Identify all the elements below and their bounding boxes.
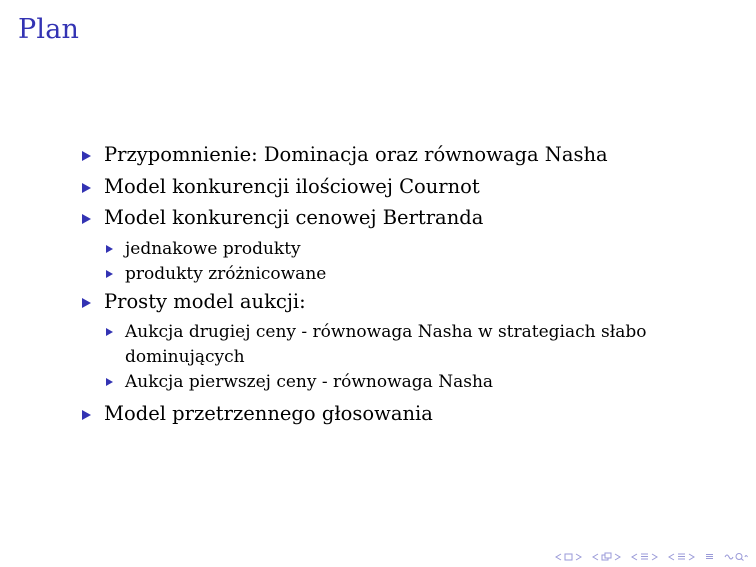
list-item-text: Model konkurencji ilościowej Cournot — [104, 174, 480, 198]
bullet-triangle-icon — [82, 214, 91, 224]
list-item-text: Przypomnienie: Dominacja oraz równowaga Nasha — [104, 143, 608, 166]
list-item — [80, 401, 700, 427]
list-item — [80, 174, 700, 200]
sublist-item — [80, 370, 700, 395]
nav-arrow-left-icon[interactable] — [555, 553, 562, 561]
bullet-triangle-icon — [82, 183, 91, 193]
sublist-item — [80, 262, 700, 287]
sublist-item-text: produkty zróżnicowane — [125, 263, 327, 284]
nav-arrow-left-icon[interactable] — [592, 553, 599, 561]
bullet-triangle-icon — [82, 298, 91, 308]
bullet-triangle-icon — [106, 245, 113, 253]
nav-section-icon[interactable] — [640, 552, 649, 561]
nav-arrow-right-icon[interactable] — [688, 553, 695, 561]
nav-search-icon[interactable] — [724, 552, 748, 561]
list-item-text: Model konkurencji cenowej Bertranda — [104, 206, 484, 229]
nav-section-icon[interactable] — [677, 552, 686, 561]
list-item-text: Model przetrzennego głosowania — [104, 402, 433, 425]
bullet-triangle-icon — [106, 378, 113, 386]
nav-arrow-right-icon[interactable] — [651, 553, 658, 561]
nav-subsection-group — [592, 552, 621, 561]
bullet-triangle-icon — [82, 151, 91, 161]
sublist — [80, 320, 700, 395]
sublist-item-text: jednakowe produkty — [125, 238, 301, 259]
outline-list — [80, 142, 700, 433]
nav-subsection-icon[interactable] — [601, 552, 612, 561]
nav-frame-group — [555, 553, 582, 561]
list-item — [80, 205, 700, 231]
nav-equiv-group — [705, 552, 714, 561]
sublist-item-text: Aukcja pierwszej ceny - równowaga Nasha — [125, 372, 494, 392]
bullet-triangle-icon — [106, 270, 113, 278]
sublist-item-text: Aukcja drugiej ceny - równowaga Nasha w strategiach słabo dominujących — [125, 322, 647, 367]
nav-section-group — [631, 552, 658, 561]
bullet-triangle-icon — [82, 410, 91, 420]
page-title: Plan — [18, 14, 80, 45]
nav-arrow-left-icon[interactable] — [631, 553, 638, 561]
nav-arrow-left-icon[interactable] — [668, 553, 675, 561]
bullet-triangle-icon — [106, 328, 113, 336]
list-item — [80, 142, 700, 168]
list-item — [80, 289, 700, 315]
nav-presentation-group — [668, 552, 695, 561]
sublist — [80, 237, 700, 287]
nav-equiv-icon[interactable] — [705, 552, 714, 561]
nav-search-group — [724, 552, 748, 561]
nav-frame-icon[interactable] — [564, 553, 573, 561]
beamer-navigation — [555, 552, 748, 561]
sublist-item — [80, 320, 700, 370]
nav-arrow-right-icon[interactable] — [575, 553, 582, 561]
sublist-item — [80, 237, 700, 262]
nav-arrow-right-icon[interactable] — [614, 553, 621, 561]
list-item-text: Prosty model aukcji: — [104, 289, 306, 313]
